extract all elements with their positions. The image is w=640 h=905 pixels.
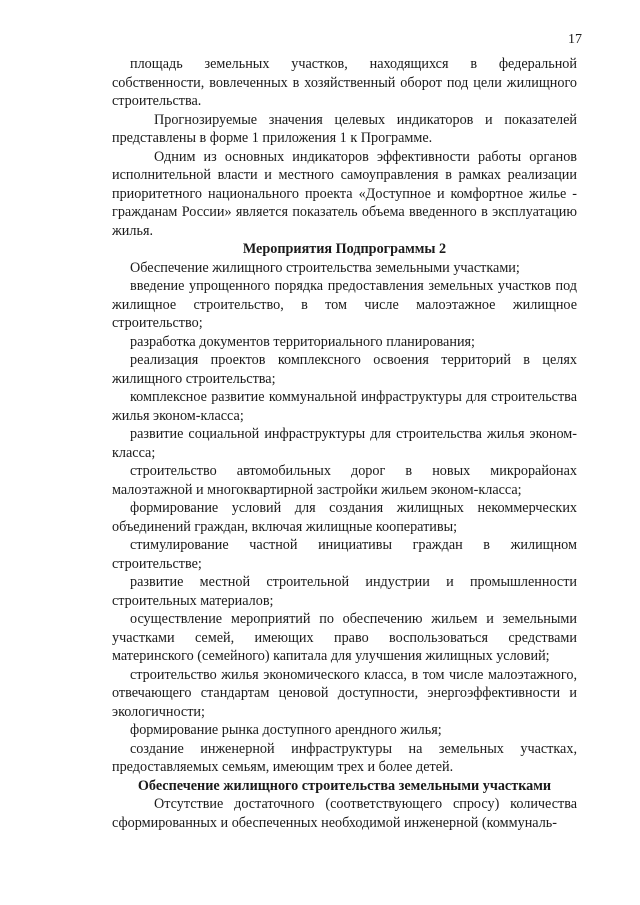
list-item: введение упрощенного порядка предоставления земельных участков под жилищное строительство, в том числе малоэтажное жилищное строительство; <box>112 278 577 331</box>
list-item: осуществление мероприятий по обеспечению жильем и земельными участками семей, имеющих право воспользоваться средствами материнского (семейного) капитала для улучшения жилищных условий; <box>112 611 577 664</box>
list-item: разработка документов территориального планирования; <box>130 333 476 350</box>
list-item: строительство автомобильных дорог в новых микрорайонах малоэтажной и многоквартирной застройки жильем эконом-класса; <box>112 463 577 498</box>
list-item: развитие социальной инфраструктуры для строительства жилья эконом-класса; <box>112 426 577 461</box>
paragraph: Отсутствие достаточного (соответствующего спросу) количества сформированных и обеспеченных необходимой инженерной (коммуналь- <box>112 796 577 831</box>
list-item: комплексное развитие коммунальной инфраструктуры для строительства жилья эконом-класса; <box>112 389 577 424</box>
measures-list <box>112 259 577 777</box>
paragraph: Одним из основных индикаторов эффективности работы органов исполнительной власти и местного самоуправления в рамках реализации приоритетного национального проекта «Доступное и комфортное жилье - гражданам России» является показатель объема введенного в эксплуатацию жилья. <box>112 148 577 239</box>
section-heading: Мероприятия Подпрограммы 2 <box>242 241 447 257</box>
list-item: строительство жилья экономического класса, в том числе малоэтажного, отвечающего стандартам ценовой доступности, энергоэффективности и экологичности; <box>112 666 577 720</box>
section-heading: Обеспечение жилищного строительства земельными участками <box>137 777 552 794</box>
list-item: стимулирование частной инициативы граждан в жилищном строительстве; <box>112 537 577 572</box>
list-item: реализация проектов комплексного освоения территорий в целях жилищного строительства; <box>112 352 577 387</box>
paragraph: площадь земельных участков, находящихся в федеральной собственности, вовлеченных в хозяйственный оборот под цели жилищного строительства. <box>112 56 577 109</box>
list-item: Обеспечение жилищного строительства земельными участками; <box>130 259 520 276</box>
page-number: 17 <box>568 32 582 47</box>
list-item: формирование рынка доступного арендного жилья; <box>130 722 442 738</box>
list-item: развитие местной строительной индустрии и промышленности строительных материалов; <box>112 574 577 609</box>
list-item: формирование условий для создания жилищных некоммерческих объединений граждан, включая жилищные кооперативы; <box>112 500 577 535</box>
document-body <box>112 55 577 832</box>
paragraph: Прогнозируемые значения целевых индикаторов и показателей представлены в форме 1 приложения 1 к Программе. <box>112 111 577 146</box>
list-item: создание инженерной инфраструктуры на земельных участках, предоставляемых семьям, имеющим трех и более детей. <box>112 740 577 775</box>
